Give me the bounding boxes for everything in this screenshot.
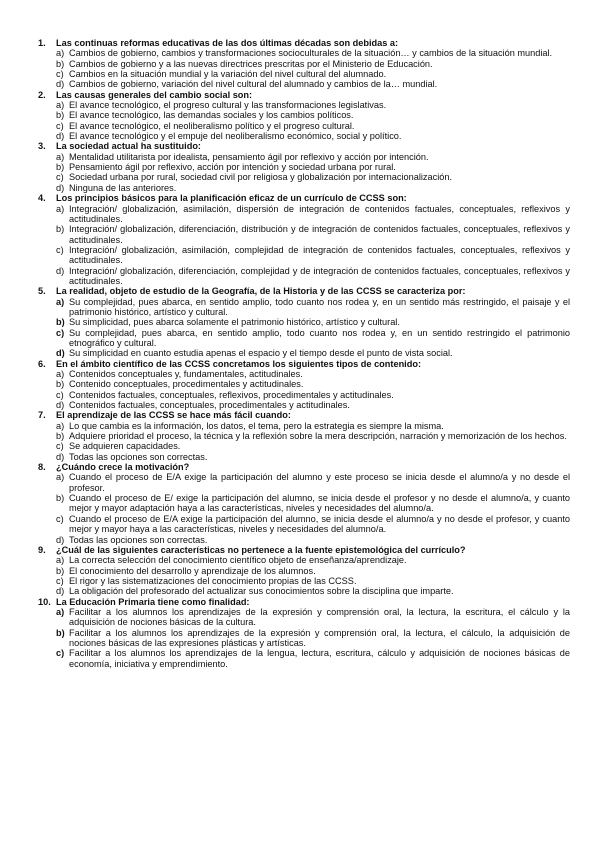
option-letter: b) <box>56 379 65 390</box>
option-letter: d) <box>56 586 65 597</box>
option-text: La correcta selección del conocimiento científico objeto de enseñanza/aprendizaje. <box>69 555 407 566</box>
option-text: Ninguna de las anteriores. <box>69 182 177 193</box>
answer-option <box>56 152 570 162</box>
option-text: Mentalidad utilitarista por idealista, pensamiento ágil por reflexivo y acción por intención. <box>69 151 429 162</box>
option-letter: d) <box>56 79 65 90</box>
answer-option <box>56 648 570 669</box>
question-text: Las continuas reformas educativas de las dos últimas décadas son debidas a: <box>56 38 399 48</box>
answer-option <box>56 48 570 58</box>
question-item <box>38 286 570 358</box>
question-number: 2. <box>38 89 46 100</box>
option-list <box>38 472 570 544</box>
option-letter: d) <box>56 131 65 142</box>
answer-option <box>56 162 570 172</box>
question-number: 8. <box>38 462 46 473</box>
question-header <box>38 462 570 472</box>
option-letter: b) <box>56 493 65 504</box>
question-item <box>38 359 570 411</box>
answer-option <box>56 110 570 120</box>
option-text: Integración/ globalización, asimilación, complejidad de integración de contenidos factuales, conceptuales, reflexivos y actitudinales. <box>69 244 570 266</box>
answer-option <box>56 297 570 318</box>
option-text: El avance tecnológico, el progreso cultural y las transformaciones legislativas. <box>69 100 387 111</box>
option-letter: c) <box>56 389 64 400</box>
question-text: En el ámbito científico de las CCSS concretamos los siguientes tipos de contenido: <box>56 358 422 369</box>
answer-option <box>56 628 570 649</box>
option-text: Facilitar a los alumnos los aprendizajes de la expresión y comprensión oral, la lectura, el cálculo, la adquisición de nociones básicas de las expresiones plásticas y artísticas. <box>69 627 570 648</box>
question-header <box>38 410 570 420</box>
question-text: La realidad, objeto de estudio de la Geografía, de la Historia y de las CCSS se caracteriza por: <box>56 286 466 297</box>
option-letter: b) <box>56 317 65 328</box>
answer-option <box>56 328 570 349</box>
answer-option <box>56 59 570 69</box>
option-text: Facilitar a los alumnos los aprendizajes de la expresión y comprensión oral, la lectura, la escritura, el cálculo y la adquisición de nociones básicas de la cultura. <box>69 606 570 628</box>
answer-option <box>56 172 570 182</box>
option-text: Todas las opciones son correctas. <box>69 451 208 462</box>
option-letter: a) <box>56 48 65 59</box>
answer-option <box>56 607 570 628</box>
question-header <box>38 286 570 296</box>
question-number: 6. <box>38 358 46 369</box>
option-text: El avance tecnológico y el empuje del neoliberalismo económico, social y político. <box>69 131 402 142</box>
answer-option <box>56 566 570 576</box>
answer-option <box>56 400 570 410</box>
option-text: Cambios de gobierno, cambios y transformaciones socioculturales de la situación… y cambios de la situación mundial. <box>69 48 553 59</box>
option-letter: a) <box>56 369 65 379</box>
option-letter: d) <box>56 182 65 193</box>
question-number: 9. <box>38 544 46 555</box>
option-text: El conocimiento del desarrollo y aprendizaje de los alumnos. <box>69 565 316 576</box>
answer-option <box>56 431 570 441</box>
option-text: Su simplicidad en cuanto estudia apenas el espacio y el tiempo desde el punto de vista social. <box>69 348 453 359</box>
option-letter: b) <box>56 431 65 442</box>
option-text: Su simplicidad, pues abarca solamente el patrimonio histórico, artístico y cultural. <box>69 317 400 328</box>
question-text: El aprendizaje de las CCSS se hace más fácil cuando: <box>56 410 291 421</box>
answer-option <box>56 131 570 141</box>
answer-option <box>56 121 570 131</box>
question-header <box>38 38 570 48</box>
option-text: Cuando el proceso de E/A exige la participación del alumno y este proceso se inicia desde el alumno/a y no desde el profesor. <box>69 472 570 493</box>
option-text: Sociedad urbana por rural, sociedad civil por religiosa y globalización por internacionalización. <box>69 172 453 183</box>
option-letter: c) <box>56 441 64 452</box>
option-letter: b) <box>56 565 65 576</box>
question-text: ¿Cuál de las siguientes características no pertenece a la fuente epistemológica del currículo? <box>56 544 466 555</box>
option-letter: c) <box>56 244 64 255</box>
question-number: 4. <box>38 193 46 204</box>
question-text: Los principios básicos para la planificación eficaz de un currículo de CCSS son: <box>56 193 407 204</box>
option-text: Integración/ globalización, asimilación, dispersión de integración de contenidos factuales, conceptuales, reflexivos y actitudinales. <box>69 203 570 224</box>
question-item <box>38 141 570 193</box>
option-text: La obligación del profesorado del actualizar sus conocimientos sobre la disciplina que imparte. <box>69 586 454 597</box>
option-text: Contenidos factuales, conceptuales, reflexivos, procedimentales y actitudinales. <box>69 389 394 400</box>
question-number: 10. <box>38 596 51 607</box>
answer-option <box>56 535 570 545</box>
option-text: Cambios en la situación mundial y la variación del nivel cultural del alumnado. <box>69 69 387 80</box>
answer-option <box>56 421 570 431</box>
option-letter: a) <box>56 296 65 307</box>
option-text: Integración/ globalización, diferenciación, complejidad y de integración de contenidos factuales, conceptuales, reflexivos y actitudinales. <box>69 265 570 286</box>
option-letter: b) <box>56 224 65 235</box>
option-letter: a) <box>56 606 65 617</box>
option-text: Contenidos conceptuales y, fundamentales, actitudinales. <box>69 369 303 379</box>
question-number: 5. <box>38 286 46 297</box>
option-letter: d) <box>56 265 65 276</box>
option-text: El avance tecnológico, el neoliberalismo político y el progreso cultural. <box>69 120 355 131</box>
option-text: Adquiere prioridad el proceso, la técnica y la reflexión sobre la mera descripción, narración y memorización de los hechos. <box>69 431 567 442</box>
answer-option <box>56 586 570 596</box>
question-item <box>38 597 570 669</box>
question-header <box>38 545 570 555</box>
option-letter: b) <box>56 627 65 638</box>
question-item <box>38 38 570 90</box>
option-text: Facilitar a los alumnos los aprendizajes de la lengua, lectura, escritura, cálculo y adquisición de nociones básicas de economía, iniciativa y emprendimiento. <box>69 648 570 669</box>
option-letter: c) <box>56 172 64 183</box>
answer-option <box>56 245 570 266</box>
option-letter: a) <box>56 100 65 111</box>
option-text: Lo que cambia es la información, los datos, el tema, pero la estrategia es siempre la misma. <box>69 420 444 431</box>
option-list <box>38 607 570 669</box>
option-text: Cambios de gobierno, variación del nivel cultural del alumnado y cambios de la… mundial. <box>69 79 438 90</box>
option-letter: d) <box>56 400 65 411</box>
option-text: Integración/ globalización, diferenciación, distribución y de integración de contenidos factuales, conceptuales, reflexivos y actitudinales. <box>69 224 570 245</box>
answer-option <box>56 348 570 358</box>
question-text: La Educación Primaria tiene como finalidad: <box>56 596 250 607</box>
answer-option <box>56 224 570 245</box>
answer-option <box>56 493 570 514</box>
option-letter: d) <box>56 348 65 359</box>
option-letter: c) <box>56 69 64 80</box>
answer-option <box>56 369 570 379</box>
option-text: Se adquieren capacidades. <box>69 441 181 452</box>
option-letter: a) <box>56 203 65 214</box>
question-text: Las causas generales del cambio social son: <box>56 89 253 100</box>
option-letter: a) <box>56 420 65 431</box>
option-text: Contenido conceptuales, procedimentales y actitudinales. <box>69 379 304 390</box>
option-list <box>38 369 570 410</box>
question-item <box>38 462 570 545</box>
option-list <box>38 421 570 462</box>
option-list <box>38 48 570 89</box>
option-letter: c) <box>56 120 64 131</box>
question-number: 3. <box>38 141 46 152</box>
option-letter: c) <box>56 648 65 659</box>
question-header <box>38 141 570 151</box>
answer-option <box>56 472 570 493</box>
answer-option <box>56 266 570 287</box>
answer-option <box>56 576 570 586</box>
option-text: Cuando el proceso de E/A exige la participación del alumno, se inicia desde el alumno/a y no desde el profesor, y cuanto mejor y mayor haya a las características, niveles y necesidades del alumno/a. <box>69 513 570 535</box>
option-letter: a) <box>56 555 65 566</box>
question-text: ¿Cuándo crece la motivación? <box>56 462 190 473</box>
answer-option <box>56 79 570 89</box>
option-list <box>38 204 570 287</box>
answer-option <box>56 452 570 462</box>
question-header <box>38 90 570 100</box>
option-letter: c) <box>56 327 65 338</box>
option-text: Pensamiento ágil por reflexivo, acción por intención y sociedad urbana por rural. <box>69 162 396 173</box>
question-header <box>38 193 570 203</box>
answer-option <box>56 441 570 451</box>
option-text: El avance tecnológico, las demandas sociales y los cambios políticos. <box>69 110 354 121</box>
answer-option <box>56 379 570 389</box>
option-letter: a) <box>56 151 65 162</box>
answer-option <box>56 317 570 327</box>
option-letter: b) <box>56 58 65 69</box>
option-text: Contenidos factuales, conceptuales, procedimentales y actitudinales. <box>69 400 350 411</box>
option-list <box>38 100 570 141</box>
option-list <box>38 297 570 359</box>
question-item <box>38 410 570 462</box>
option-letter: b) <box>56 162 65 173</box>
option-text: Su complejidad, pues abarca, en sentido amplio, todo cuanto nos rodea y, en un sentido restringido el patrimonio etnográfico y cultural. <box>69 327 570 348</box>
option-text: El rigor y las sistematizaciones del conocimiento propias de las CCSS. <box>69 575 357 586</box>
option-letter: d) <box>56 534 65 545</box>
question-list <box>38 38 570 669</box>
option-text: Su complejidad, pues abarca, en sentido amplio, todo cuanto nos rodea y, en un sentido más restringido, el paisaje y el patrimonio histórico, artístico y cultural. <box>69 296 570 317</box>
question-item <box>38 193 570 286</box>
question-text: La sociedad actual ha sustituido: <box>56 141 201 152</box>
answer-option <box>56 183 570 193</box>
option-text: Cuando el proceso de E/ exige la participación del alumno, se inicia desde el profesor y no desde el alumno/a, y cuanto mejor y mayor adaptación haya a las características, niveles y necesidades del alumno/a. <box>69 493 570 514</box>
answer-option <box>56 100 570 110</box>
option-list <box>38 555 570 596</box>
option-letter: c) <box>56 513 64 524</box>
answer-option <box>56 69 570 79</box>
answer-option <box>56 204 570 225</box>
question-item <box>38 545 570 597</box>
option-list <box>38 152 570 193</box>
option-letter: a) <box>56 472 65 483</box>
option-text: Cambios de gobierno y a las nuevas directrices prescritas por el Ministerio de Educación. <box>69 58 433 69</box>
question-number: 1. <box>38 38 46 48</box>
option-letter: c) <box>56 575 64 586</box>
option-text: Todas las opciones son correctas. <box>69 534 208 545</box>
option-letter: b) <box>56 110 65 121</box>
question-item <box>38 90 570 142</box>
question-header <box>38 597 570 607</box>
answer-option <box>56 390 570 400</box>
question-header <box>38 359 570 369</box>
option-letter: d) <box>56 451 65 462</box>
answer-option <box>56 555 570 565</box>
question-number: 7. <box>38 410 46 421</box>
answer-option <box>56 514 570 535</box>
